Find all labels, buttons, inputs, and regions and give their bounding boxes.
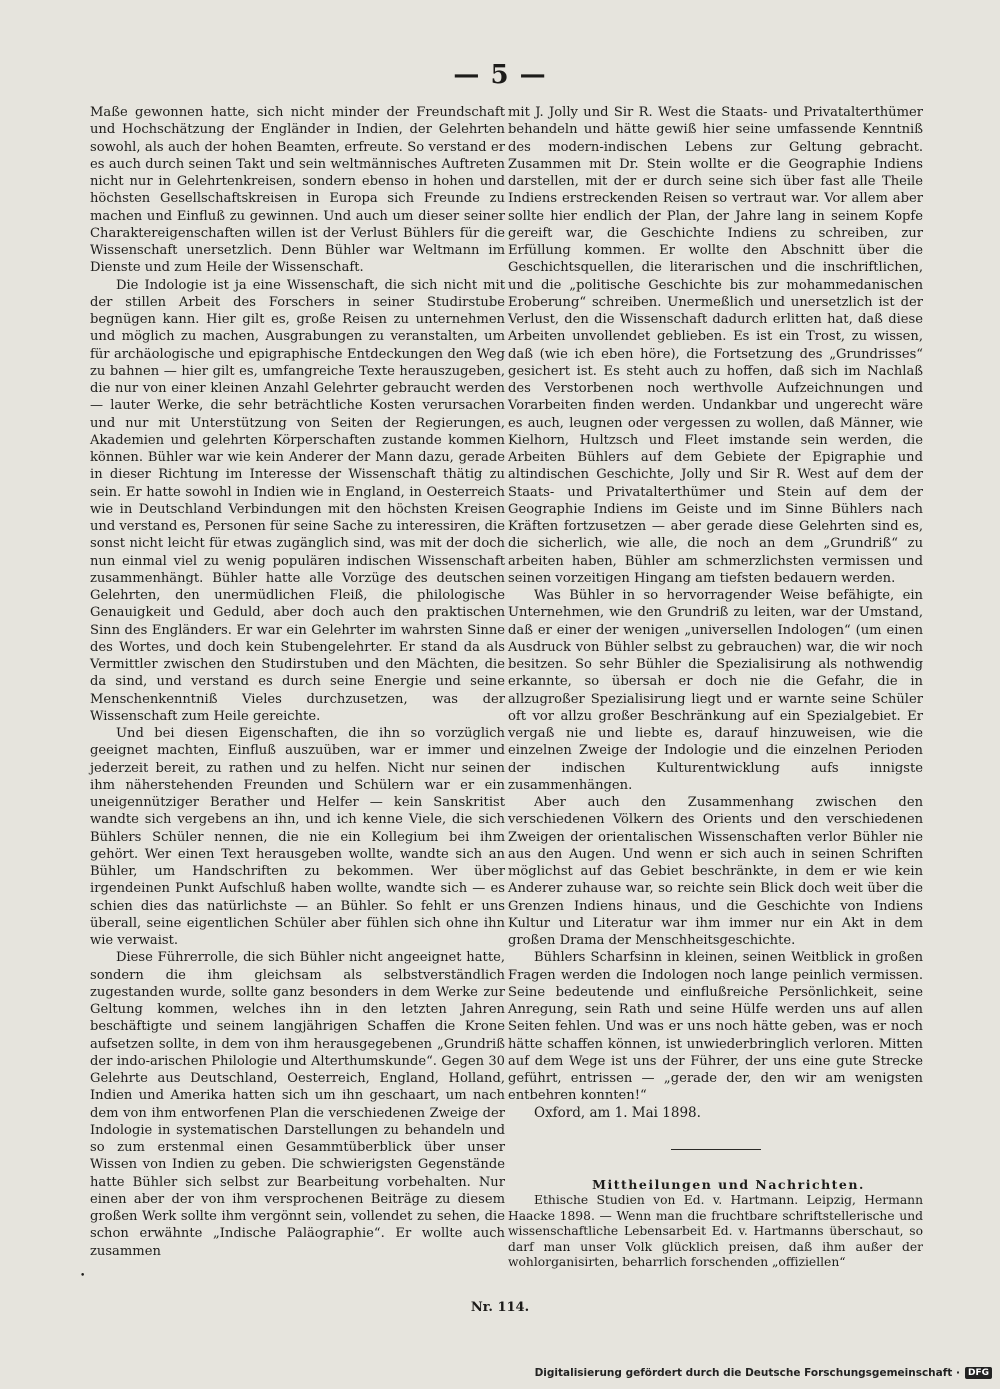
- news-body: Ethische Studien von Ed. v. Hartmann. Leipzig, Hermann Haacke 1898. — Wenn man die fruchtbare schriftstellerische und wissenschaftliche Lebensarbeit Ed. v. Hartmanns überschaut, so darf man unser Volk glücklich preisen, daß ihm außer der wohlorganisirten, beharrlich forschenden „offiziellen“: [508, 1193, 923, 1269]
- article-paragraph: Maße gewonnen hatte, sich nicht minder der Freundschaft und Hochschätzung der Engländer in Indien, der Gelehrten sowohl, als auch der hohen Beamten, erfreute. So verstand er es auch durch seinen Takt und sein weltmännisches Auftreten nicht nur in Gelehrtenkreisen, sondern ebenso in hohen und höchsten Gesellschaftskreisen in Europa sich Freunde zu machen und Einfluß zu gewinnen. Und auch um dieser seiner Charaktereigenschaften willen ist der Verlust Bühlers für die Wissenschaft unersetzlich. Denn Bühler war Weltmann im Dienste und zum Heile der Wissenschaft.: [90, 105, 505, 276]
- page-number: — 5 —: [453, 60, 547, 90]
- left-column: [90, 104, 505, 1260]
- right-column: [508, 104, 923, 1271]
- article-paragraph: Was Bühler in so hervorragender Weise befähigte, ein Unternehmen, wie den Grundriß zu leiten, war der Umstand, daß er einer der wenigen „universellen Indologen“ (um einen Ausdruck von Bühler selbst zu gebrauchen) war, die wir noch besitzen. So sehr Bühler die Spezialisirung als nothwendig erkannte, so übersah er doch nie die Gefahr, die in allzugroßer Spezialisirung liegt und er warnte seine Schüler oft vor allzu großer Beschränkung auf ein Spezialgebiet. Er vergaß nie und liebte es, darauf hinzuweisen, wie die einzelnen Zweige der Indologie und die einzelnen Perioden der indischen Kulturentwicklung aufs innigste zusammenhängen.: [508, 588, 923, 793]
- article-paragraph: mit J. Jolly und Sir R. West die Staats- und Privatalterthümer behandeln und hätte gewiß hier seine umfassende Kenntniß des modern-indischen Lebens zur Geltung gebracht. Zusammen mit Dr. Stein wollte er die Geographie Indiens darstellen, mit der er durch seine sich über fast alle Theile Indiens erstreckenden Reisen so vertraut war. Vor allem aber sollte hier endlich der Plan, der Jahre lang in seinem Kopfe gereift war, die Geschichte Indiens zu schreiben, zur Erfüllung kommen. Er wollte den Abschnitt über die Geschichtsquellen, die literarischen und die inschriftlichen, und die „politische Geschichte bis zur mohammedanischen Eroberung“ schreiben. Unermeßlich und unersetzlich ist der Verlust, den die Wissenschaft dadurch erlitten hat, daß diese Arbeiten unvollendet geblieben. Es ist ein Trost, zu wissen, daß (wie ich eben höre), die Fortsetzung des „Grundrisses“ gesichert ist. Es steht auch zu hoffen, daß sich im Nachlaß des Verstorbenen noch werthvolle Aufzeichnungen und Vorarbeiten finden werden. Undankbar und ungerecht wäre es auch, leugnen oder vergessen zu wollen, daß Männer, wie Kielhorn, Hultzsch und Fleet imstande sein werden, die Arbeiten Bühlers auf dem Gebiete der Epigraphie und altindischen Geschichte, Jolly und Sir R. West auf dem der Staats- und Privatalterthümer und Stein auf dem der Geographie Indiens im Geiste und im Sinne Bühlers nach Kräften fortzusetzen — aber gerade diese Gelehrten sind es, die sicherlich, wie alle, die noch an dem „Grundriß“ zu arbeiten haben, Bühler am schmerzlichsten vermissen und seinen vorzeitigen Hingang am tiefsten bedauern werden.: [508, 105, 923, 586]
- dfg-logo-icon: DFG: [965, 1367, 992, 1379]
- article-paragraph: Und bei diesen Eigenschaften, die ihn so vorzüglich geeignet machten, Einfluß auszuüben, war er immer und jederzeit bereit, zu rathen und zu helfen. Nicht nur seinen ihm näherstehenden Freunden und Schülern war er ein uneigennütziger Berather und Helfer — kein Sanskritist wandte sich vergebens an ihn, und ich kenne Viele, die sich Bühlers Schüler nennen, die nie ein Kollegium bei ihm gehört. Wer einen Text herausgeben wollte, wandte sich an Bühler, um Handschriften zu bekommen. Wer über irgendeinen Punkt Aufschluß haben wollte, wandte sich — es schien dies das natürlichste — an Bühler. So fehlt er uns überall, seine eigentlichen Schüler aber fühlen sich ohne ihn wie verwaist.: [90, 726, 505, 948]
- article-paragraph: Diese Führerrolle, die sich Bühler nicht angeeignet hatte, sondern die ihm gleichsam als selbstverständlich zugestanden wurde, sollte ganz besonders in dem Werke zur Geltung kommen, welches ihn in den letzten Jahren beschäftigte und seinem langjährigen Schaffen die Krone aufsetzen sollte, in dem von ihm herausgegebenen „Grundriß der indo-arischen Philologie und Alterthumskunde“. Gegen 30 Gelehrte aus Deutschland, Oesterreich, England, Holland, Indien und Amerika hatten sich um ihn geschaart, um nach dem von ihm entworfenen Plan die verschiedenen Zweige der Indologie in systematischen Darstellungen zu behandeln und so zum erstenmal einen Gesammtüberblick über unser Wissen von Indien zu geben. Die schwierigsten Gegenstände hatte Bühler sich selbst zur Bearbeitung vorbehalten. Nur einen aber der von ihm versprochenen Beiträge zu diesem großen Werk sollte ihm vergönnt sein, vollendet zu sehen, die schon erwähnte „Indische Paläographie“. Er wollte auch zusammen: [90, 950, 505, 1259]
- funding-note: Digitalisierung gefördert durch die Deutsche Forschungsgemeinschaft ·: [534, 1367, 960, 1379]
- footer: [535, 1367, 992, 1379]
- article-paragraph: Bühlers Scharfsinn in kleinen, seinen Weitblick in großen Fragen werden die Indologen noch lange peinlich vermissen. Seine bedeutende und einflußreiche Persönlichkeit, seine Anregung, sein Rath und seine Hülfe werden uns auf allen Seiten fehlen. Und was er uns noch hätte geben, was er noch hätte schaffen können, ist unwiederbringlich verloren. Mitten auf dem Wege ist uns der Führer, der uns eine gute Strecke geführt, entrissen — „gerade der, den wir am wenigsten entbehren konnten!“: [508, 950, 923, 1104]
- margin-mark: •: [80, 1271, 86, 1281]
- article-paragraph: Aber auch den Zusammenhang zwischen den verschiedenen Völkern des Orients und den verschiedenen Zweigen der orientalischen Wissenschaften verlor Bühler nie aus den Augen. Und wenn er sich auch in seinen Schriften möglichst auf das Gebiet beschränkte, in dem er wie kein Anderer zuhause war, so reichte sein Blick doch weit über die Grenzen Indiens hinaus, und die Geschichte von Indiens Kultur und Literatur war ihm immer nur ein Akt in dem großen Drama der Menschheitsgeschichte.: [508, 795, 923, 948]
- issue-number: Nr. 114.: [470, 1300, 530, 1315]
- news-heading: Mittheilungen und Nachrichten.: [592, 1176, 865, 1192]
- article-signature: Oxford, am 1. Mai 1898.: [534, 1104, 701, 1121]
- section-divider: [671, 1149, 761, 1150]
- article-paragraph: Die Indologie ist ja eine Wissenschaft, die sich nicht mit der stillen Arbeit des Forschers in seiner Studirstube begnügen kann. Hier gilt es, große Reisen zu unternehmen und möglich zu machen, Ausgrabungen zu veranstalten, um für archäologische und epigraphische Entdeckungen den Weg zu bahnen — hier gilt es, umfangreiche Texte herauszugeben, die nur von einer kleinen Anzahl Gelehrter gebraucht werden — lauter Werke, die sehr beträchtliche Kosten verursachen und nur mit Unterstützung von Seiten der Regierungen, Akademien und gelehrten Körperschaften zustande kommen können. Bühler war wie kein Anderer der Mann dazu, gerade in dieser Richtung im Interesse der Wissenschaft thätig zu sein. Er hatte sowohl in Indien wie in England, in Oesterreich wie in Deutschland Verbindungen mit den höchsten Kreisen und verstand es, Personen für seine Sache zu interessiren, die sonst nicht leicht für etwas zugänglich sind, was mit der doch nun einmal viel zu wenig populären indischen Wissenschaft zusammenhängt. Bühler hatte alle Vorzüge des deutschen Gelehrten, den unermüdlichen Fleiß, die philologische Genauigkeit und Geduld, aber doch auch den praktischen Sinn des Engländers. Er war ein Gelehrter im wahrsten Sinne des Wortes, und doch kein Stubengelehrter. Er stand da als Vermittler zwischen den Studirstuben und den Mächten, die da sind, und verstand es durch seine Energie und seine Menschenkenntniß Vieles durchzusetzen, was der Wissenschaft zum Heile gereichte.: [90, 277, 505, 724]
